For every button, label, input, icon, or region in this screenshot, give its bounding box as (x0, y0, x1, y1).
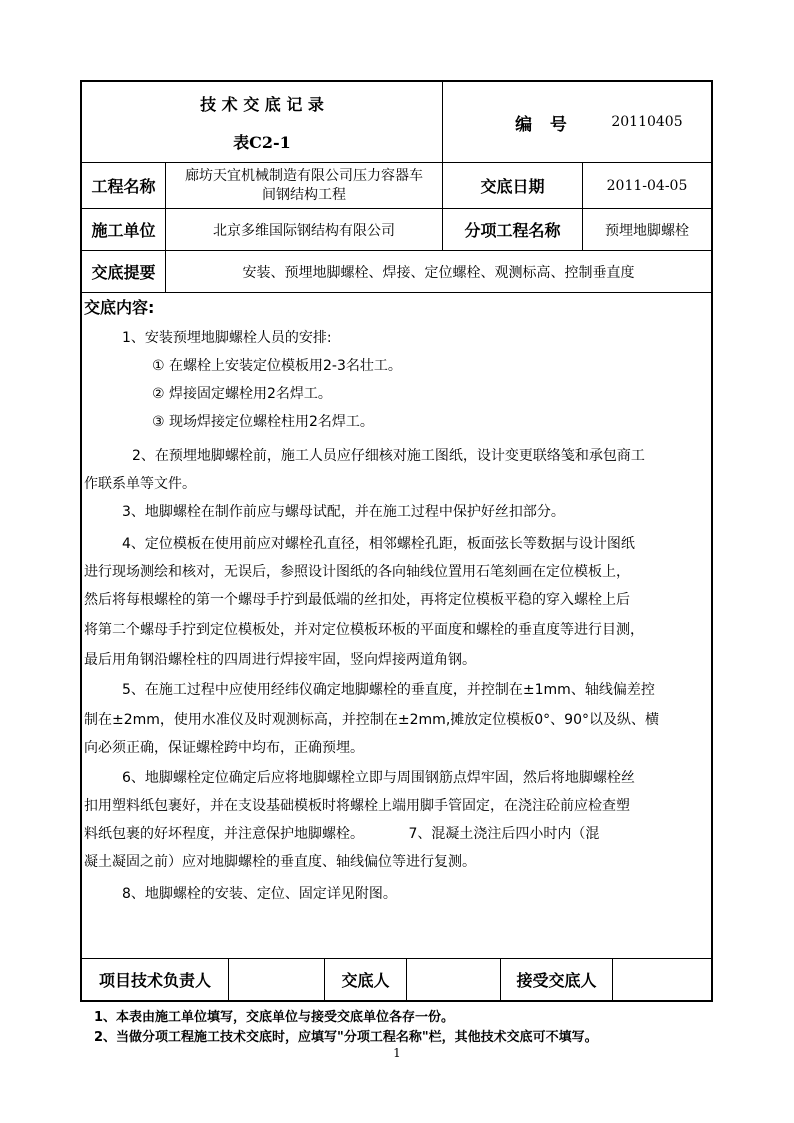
content-line: 5、在施工过程中应使用经纬仪确定地脚螺栓的垂直度，并控制在±1mm、轴线偏差控 (122, 682, 655, 698)
summary-label: 交底提要 (91, 263, 156, 282)
sub-project-label: 分项工程名称 (464, 221, 561, 240)
discloser-signature-field[interactable] (407, 959, 500, 1000)
content-line: 凝土凝固之前）应对地脚螺栓的垂直度、轴线偏位等进行复测。 (84, 854, 476, 870)
content-line: ③ 现场焊接定位螺栓柱用2名焊工。 (152, 414, 374, 430)
content-heading: 交底内容: (84, 298, 155, 317)
footnote-2: 2、当做分项工程施工技术交底时，应填写"分项工程名称"栏，其他技术交底可不填写。 (94, 1030, 598, 1045)
tech-lead-label: 项目技术负责人 (98, 971, 211, 990)
content-line: 然后将每根螺栓的第一个螺母手拧到最低端的丝扣处，再将定位模板平稳的穿入螺栓上后 (84, 592, 630, 608)
content-line: 扣用塑料纸包裹好，并在支设基础模板时将螺栓上端用脚手管固定，在浇注砼前应检查塑 (84, 798, 630, 814)
disclosure-date-label: 交底日期 (480, 177, 545, 196)
content-line: ① 在螺栓上安装定位模板用2-3名壮工。 (152, 358, 402, 374)
content-line: 制在±2mm，使用水准仪及时观测标高，并控制在±2mm,摊放定位模板0°、90°以及纵、横 (84, 712, 659, 728)
footnote-1: 1、本表由施工单位填写，交底单位与接受交底单位各存一份。 (94, 1010, 455, 1025)
content-line: 8、地脚螺栓的安装、定位、固定详见附图。 (122, 886, 397, 902)
sub-project-value: 预埋地脚螺栓 (605, 222, 689, 239)
project-name-value (166, 163, 442, 208)
summary-value: 安装、预埋地脚螺栓、焊接、定位螺栓、观测标高、控制垂直度 (242, 264, 635, 281)
disclosure-date-value: 2011-04-05 (606, 177, 688, 194)
serial-value: 20110405 (611, 114, 683, 130)
tech-lead-signature-field[interactable] (229, 959, 324, 1000)
form-number: 表C2-1 (233, 132, 291, 152)
discloser-label: 交底人 (341, 971, 390, 990)
receiver-signature-field[interactable] (613, 959, 711, 1000)
form-title: 技 术 交 底 记 录 (200, 94, 324, 114)
content-line: 将第二个螺母手拧到定位模板处，并对定位模板环板的平面度和螺栓的垂直度等进行目测， (84, 622, 644, 638)
serial-label: 编 号 (515, 114, 567, 135)
project-name-label: 工程名称 (91, 177, 156, 196)
content-line: 料纸包裹的好坏程度，并注意保护地脚螺栓。 7、混凝土浇注后四小时内（混 (84, 826, 600, 842)
content-line: 作联系单等文件。 (84, 476, 196, 492)
content-line: 最后用角钢沿螺栓柱的四周进行焊接牢固，竖向焊接两道角钢。 (84, 652, 476, 668)
receiver-label: 接受交底人 (516, 971, 597, 990)
project-name-line2: 间钢结构工程 (262, 186, 346, 203)
content-line: 6、地脚螺栓定位确定后应将地脚螺栓立即与周围钢筋点焊牢固，然后将地脚螺栓丝 (122, 770, 635, 786)
construction-unit-label: 施工单位 (91, 221, 156, 240)
content-line: 4、定位模板在使用前应对螺栓孔直径，相邻螺栓孔距，板面弦长等数据与设计图纸 (122, 536, 635, 552)
content-line: 3、地脚螺栓在制作前应与螺母试配，并在施工过程中保护好丝扣部分。 (122, 504, 565, 520)
content-line: 进行现场测绘和核对，无误后，参照设计图纸的各向轴线位置用石笔刻画在定位模板上， (84, 564, 630, 580)
content-line: ② 焊接固定螺栓用2名焊工。 (152, 386, 332, 402)
content-line: 向必须正确，保证螺栓跨中均布，正确预埋。 (84, 740, 364, 756)
page-number: 1 (393, 1046, 401, 1060)
content-line: 1、安装预埋地脚螺栓人员的安排: (122, 330, 332, 346)
construction-unit-value: 北京多维国际钢结构有限公司 (213, 222, 395, 239)
project-name-line1: 廊坊天宜机械制造有限公司压力容器车 (185, 167, 423, 184)
content-line: 2、在预埋地脚螺栓前，施工人员应仔细核对施工图纸，设计变更联络笺和承包商工 (132, 448, 645, 464)
